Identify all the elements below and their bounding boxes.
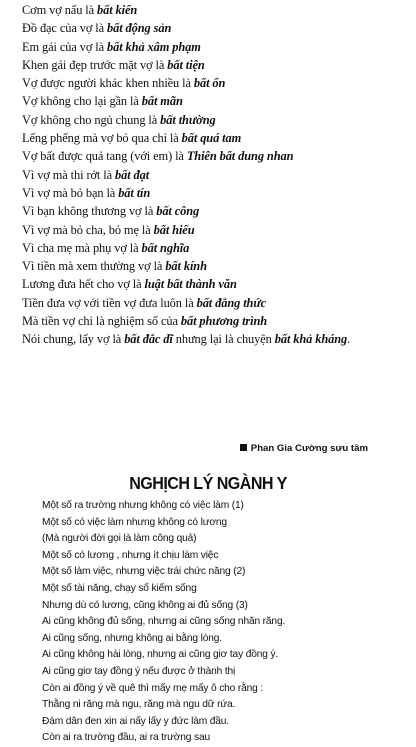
poem-text: Cơm vợ nấu là [22, 3, 98, 17]
poem-text: Nói chung, lấy vợ là [22, 332, 125, 347]
text-line: Đám dân đen xin ai nấy lấy y đức làm đầu. [42, 715, 229, 727]
poem-text: Vợ được người khác khen nhiều là [22, 76, 194, 91]
poem-keyword: bất động sản [107, 21, 172, 36]
poem-keyword: luật bất thành văn [144, 277, 237, 292]
poem-keyword: bất tín [118, 185, 151, 200]
poem-text: . [347, 332, 351, 347]
text-line: Thằng ni răng mà ngu, răng mà ngu dữ rứa. [42, 699, 236, 711]
square-bullet-icon [240, 444, 247, 451]
text-line: Ai cũng giơ tay đồng ý nếu được ở thành thị [42, 665, 236, 677]
text-line: Nhưng dù có lương, cũng không ai đủ sống (3) [42, 599, 248, 611]
poem-text: Vì vợ mà bỏ bạn là [22, 185, 119, 200]
poem-line [22, 330, 412, 348]
poem-line [22, 257, 412, 275]
poem-text: Vì vợ mà thi rớt là [22, 167, 116, 182]
nghich-ly-text [42, 498, 412, 747]
poem-keyword: bất đắc dĩ [124, 332, 173, 347]
text-line: (Mà người đời gọi là làm công quả) [42, 533, 197, 545]
poem-line [22, 56, 412, 74]
poem-line [22, 147, 412, 165]
text-line: Một số có lương , nhưng ít chịu làm việc [42, 549, 219, 561]
poem-line [22, 38, 412, 56]
text-line: Ai cũng không hài lòng, nhưng ai cũng giơ tay đồng ý. [42, 649, 279, 661]
poem-keyword: bất phương trình [180, 314, 268, 329]
poem-keyword: bất hiếu [153, 222, 195, 237]
poem-line [22, 312, 412, 330]
poem-line [22, 111, 412, 129]
credit-text: Phan Gia Cường sưu tầm [250, 443, 368, 454]
poem-line [22, 19, 412, 37]
author-credit [240, 443, 368, 454]
poem-line [22, 221, 412, 239]
section-title: NGHỊCH LÝ NGÀNH Y [129, 473, 287, 493]
text-line: Một số tài năng, chạy số kiếm sống [42, 582, 197, 594]
poem-text: Vợ không cho ngủ chung là [22, 112, 161, 127]
poem-keyword: bất khả kháng [274, 332, 348, 347]
text-line: Một số có việc làm nhưng không có lương [42, 516, 227, 528]
poem-text: Lếng phếng mà vợ bỏ qua chỉ là [22, 131, 182, 146]
text-line: Ai cũng không đủ sống, nhưng ai cũng sống nhăn răng. [42, 616, 286, 628]
poem-text: Vì bạn không thương vợ là [22, 204, 157, 219]
poem-text: nhưng lại là chuyện [172, 332, 275, 347]
poem-text: Vì vợ mà bỏ cha, bỏ mẹ là [22, 222, 154, 237]
poem-text: Tiền đưa vợ với tiền vợ đưa luôn là [22, 295, 197, 310]
poem-line [22, 239, 412, 257]
poem-keyword: bất công [156, 204, 200, 219]
poem-line [22, 166, 412, 184]
text-line: Còn ai đồng ý về quê thì mấy mẹ mấy ô cho rằng : [42, 682, 264, 694]
text-line: Một số làm việc, nhưng việc trái chức năng (2) [42, 566, 246, 578]
poem-text: Mà tiền vợ chi là nghiệm số của [22, 314, 181, 329]
poem-text: Lương đưa hết cho vợ là [22, 277, 145, 292]
poem-text: Đồ đạc của vợ là [22, 21, 108, 36]
text-line: Một số ra trường nhưng không có việc làm (1) [42, 500, 244, 511]
poem-text: Vì cha mẹ mà phụ vợ là [22, 240, 142, 255]
poem-text: Vợ không cho lại gần là [22, 94, 142, 109]
poem-line [22, 92, 412, 110]
poem-line [22, 202, 412, 220]
poem-keyword: bất khả xâm phạm [107, 39, 201, 54]
poem-keyword: bất nghĩa [141, 240, 190, 255]
poem-line [22, 184, 412, 202]
poem-line [22, 74, 412, 92]
poem-keyword: bất đẳng thức [196, 295, 267, 310]
text-line: Ai cũng sống, nhưng không ai bằng lòng. [42, 632, 222, 644]
poem-keyword: bất kiến [97, 3, 138, 17]
poem-line [22, 275, 412, 293]
poem-keyword: bất thường [160, 112, 216, 127]
poem-text: Em gái của vợ là [22, 39, 108, 54]
poem-line [22, 1, 412, 19]
poem-keyword: bất mãn [141, 94, 183, 109]
poem-keyword: bất tiện [167, 57, 205, 72]
poem-keyword: bất ổn [193, 76, 226, 91]
poem-line [22, 129, 412, 147]
poem-text: Vợ bất được quả tang (với em) là [22, 149, 187, 164]
poem-keyword: bất kính [165, 259, 207, 274]
poem-keyword: bất quá tam [181, 131, 242, 146]
poem-keyword: Thiên bất dung nhan [186, 149, 294, 164]
poem-text: Khen gái đẹp trước mặt vợ là [22, 57, 168, 72]
poem-line [22, 294, 412, 312]
poem-bat [22, 1, 412, 349]
poem-keyword: bất đạt [115, 167, 150, 182]
text-line: Còn ai ra trường đầu, ai ra trường sau [42, 732, 210, 744]
poem-text: Vì tiền mà xem thường vợ là [22, 259, 166, 274]
